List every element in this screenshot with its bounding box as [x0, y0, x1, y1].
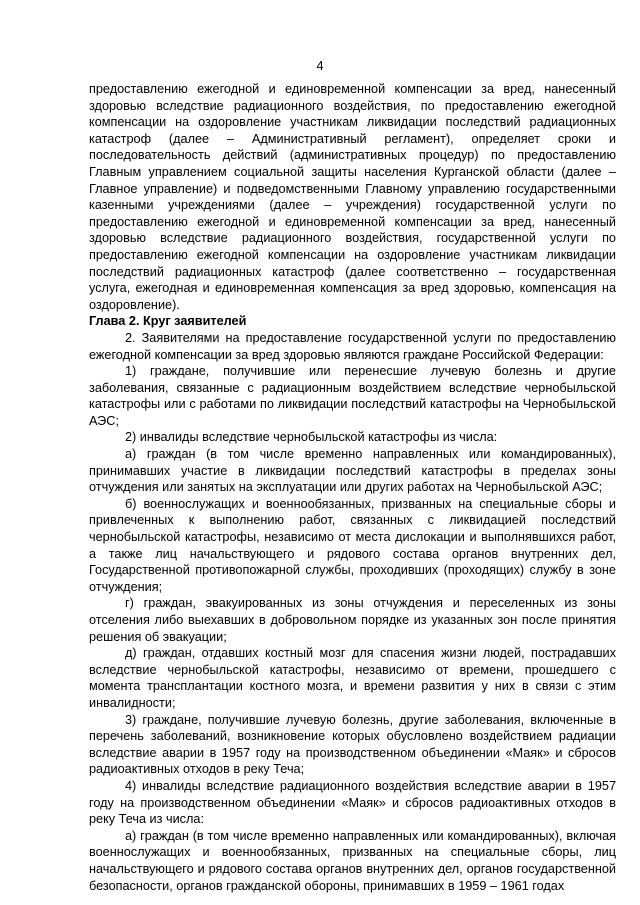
paragraph: 2) инвалиды вследствие чернобыльской катастрофы из числа: [125, 430, 498, 445]
paragraph: а) граждан (в том числе временно направленных или командированных), включая военнослужащих и военнообязанных, призванных на специальные сборы, лиц начальствующего и рядового состава органов внутренних дел, органов государственной безопасности, органов гражданской обороны, принимавших в 1959 – 1961 годах [89, 828, 616, 893]
paragraph: а) граждан (в том числе временно направленных или командированных), принимавших участие в ликвидации последствий катастрофы в пределах зоны отчуждения или занятых на эксплуатации или других работах на Чернобыльской АЭС; [89, 447, 616, 495]
paragraph: д) граждан, отдавших костный мозг для спасения жизни людей, пострадавших вследствие чернобыльской катастрофы, независимо от времени, прошедшего с момента трансплантации костного мозга, и времени развития у них в связи с этим инвалидности; [89, 646, 616, 710]
document-body [89, 81, 616, 894]
paragraph: 4) инвалиды вследствие радиационного воздействия вследствие аварии в 1957 году на производственном объединении «Маяк» и сбросов радиоактивных отходов в реку Теча из числа: [89, 778, 616, 827]
paragraph: б) военнослужащих и военнообязанных, призванных на специальные сборы и привлеченных к выполнению работ, связанных с ликвидацией последствий чернобыльской катастрофы, независимо от места дислокации и выполнявшихся работ, а также лиц начальствующего и рядового состава органов внутренних дел, Государственной противопожарной службы, проходивших (проходящих) службу в зоне отчуждения; [89, 496, 616, 594]
paragraph: 3) граждане, получившие лучевую болезнь, другие заболевания, включенные в перечень заболеваний, возникновение которых обусловлено воздействием радиации вследствие аварии в 1957 году на производственном объединении «Маяк» и сбросов радиоактивных отходов в реку Теча; [89, 712, 616, 777]
chapter-heading: Глава 2. Круг заявителей [89, 314, 247, 329]
paragraph: предоставлению ежегодной и единовременной компенсации за вред, нанесенный здоровью вследствие радиационного воздействия, по предоставлению ежегодной компенсации на оздоровление участникам ликвидации последствий радиационных катастроф (далее – Административный регламент), определяет сроки и последовательность действий (административных процедур) по предоставлению Главным управлением социальной защиты населения Курганской области (далее – Главное управление) и подведомственными Главному управлению государственными казенными учреждениями (далее – учреждения) государственной услуги по предоставлению ежегодной и единовременной компенсации за вред, нанесенный здоровью вследствие радиационного воздействия, государственной услуги по предоставлению ежегодной компенсации на оздоровление участникам ликвидации последствий радиационных катастроф (далее соответственно – государственная услуга, ежегодная и единовременная компенсация за вред здоровью, компенсация на оздоровление). [89, 82, 616, 312]
paragraph: 2. Заявителями на предоставление государственной услуги по предоставлению ежегодной компенсации за вред здоровью являются граждане Российской Федерации: [89, 330, 616, 362]
paragraph: 1) граждане, получившие или перенесшие лучевую болезнь и другие заболевания, связанные с радиационным воздействием вследствие чернобыльской катастрофы или с работами по ликвидации последствий катастрофы на Чернобыльской АЭС; [89, 364, 616, 428]
page-number: 4 [316, 59, 324, 73]
paragraph: г) граждан, эвакуированных из зоны отчуждения и переселенных из зоны отселения либо выехавших в добровольном порядке из указанных зон после принятия решения об эвакуации; [89, 596, 616, 644]
